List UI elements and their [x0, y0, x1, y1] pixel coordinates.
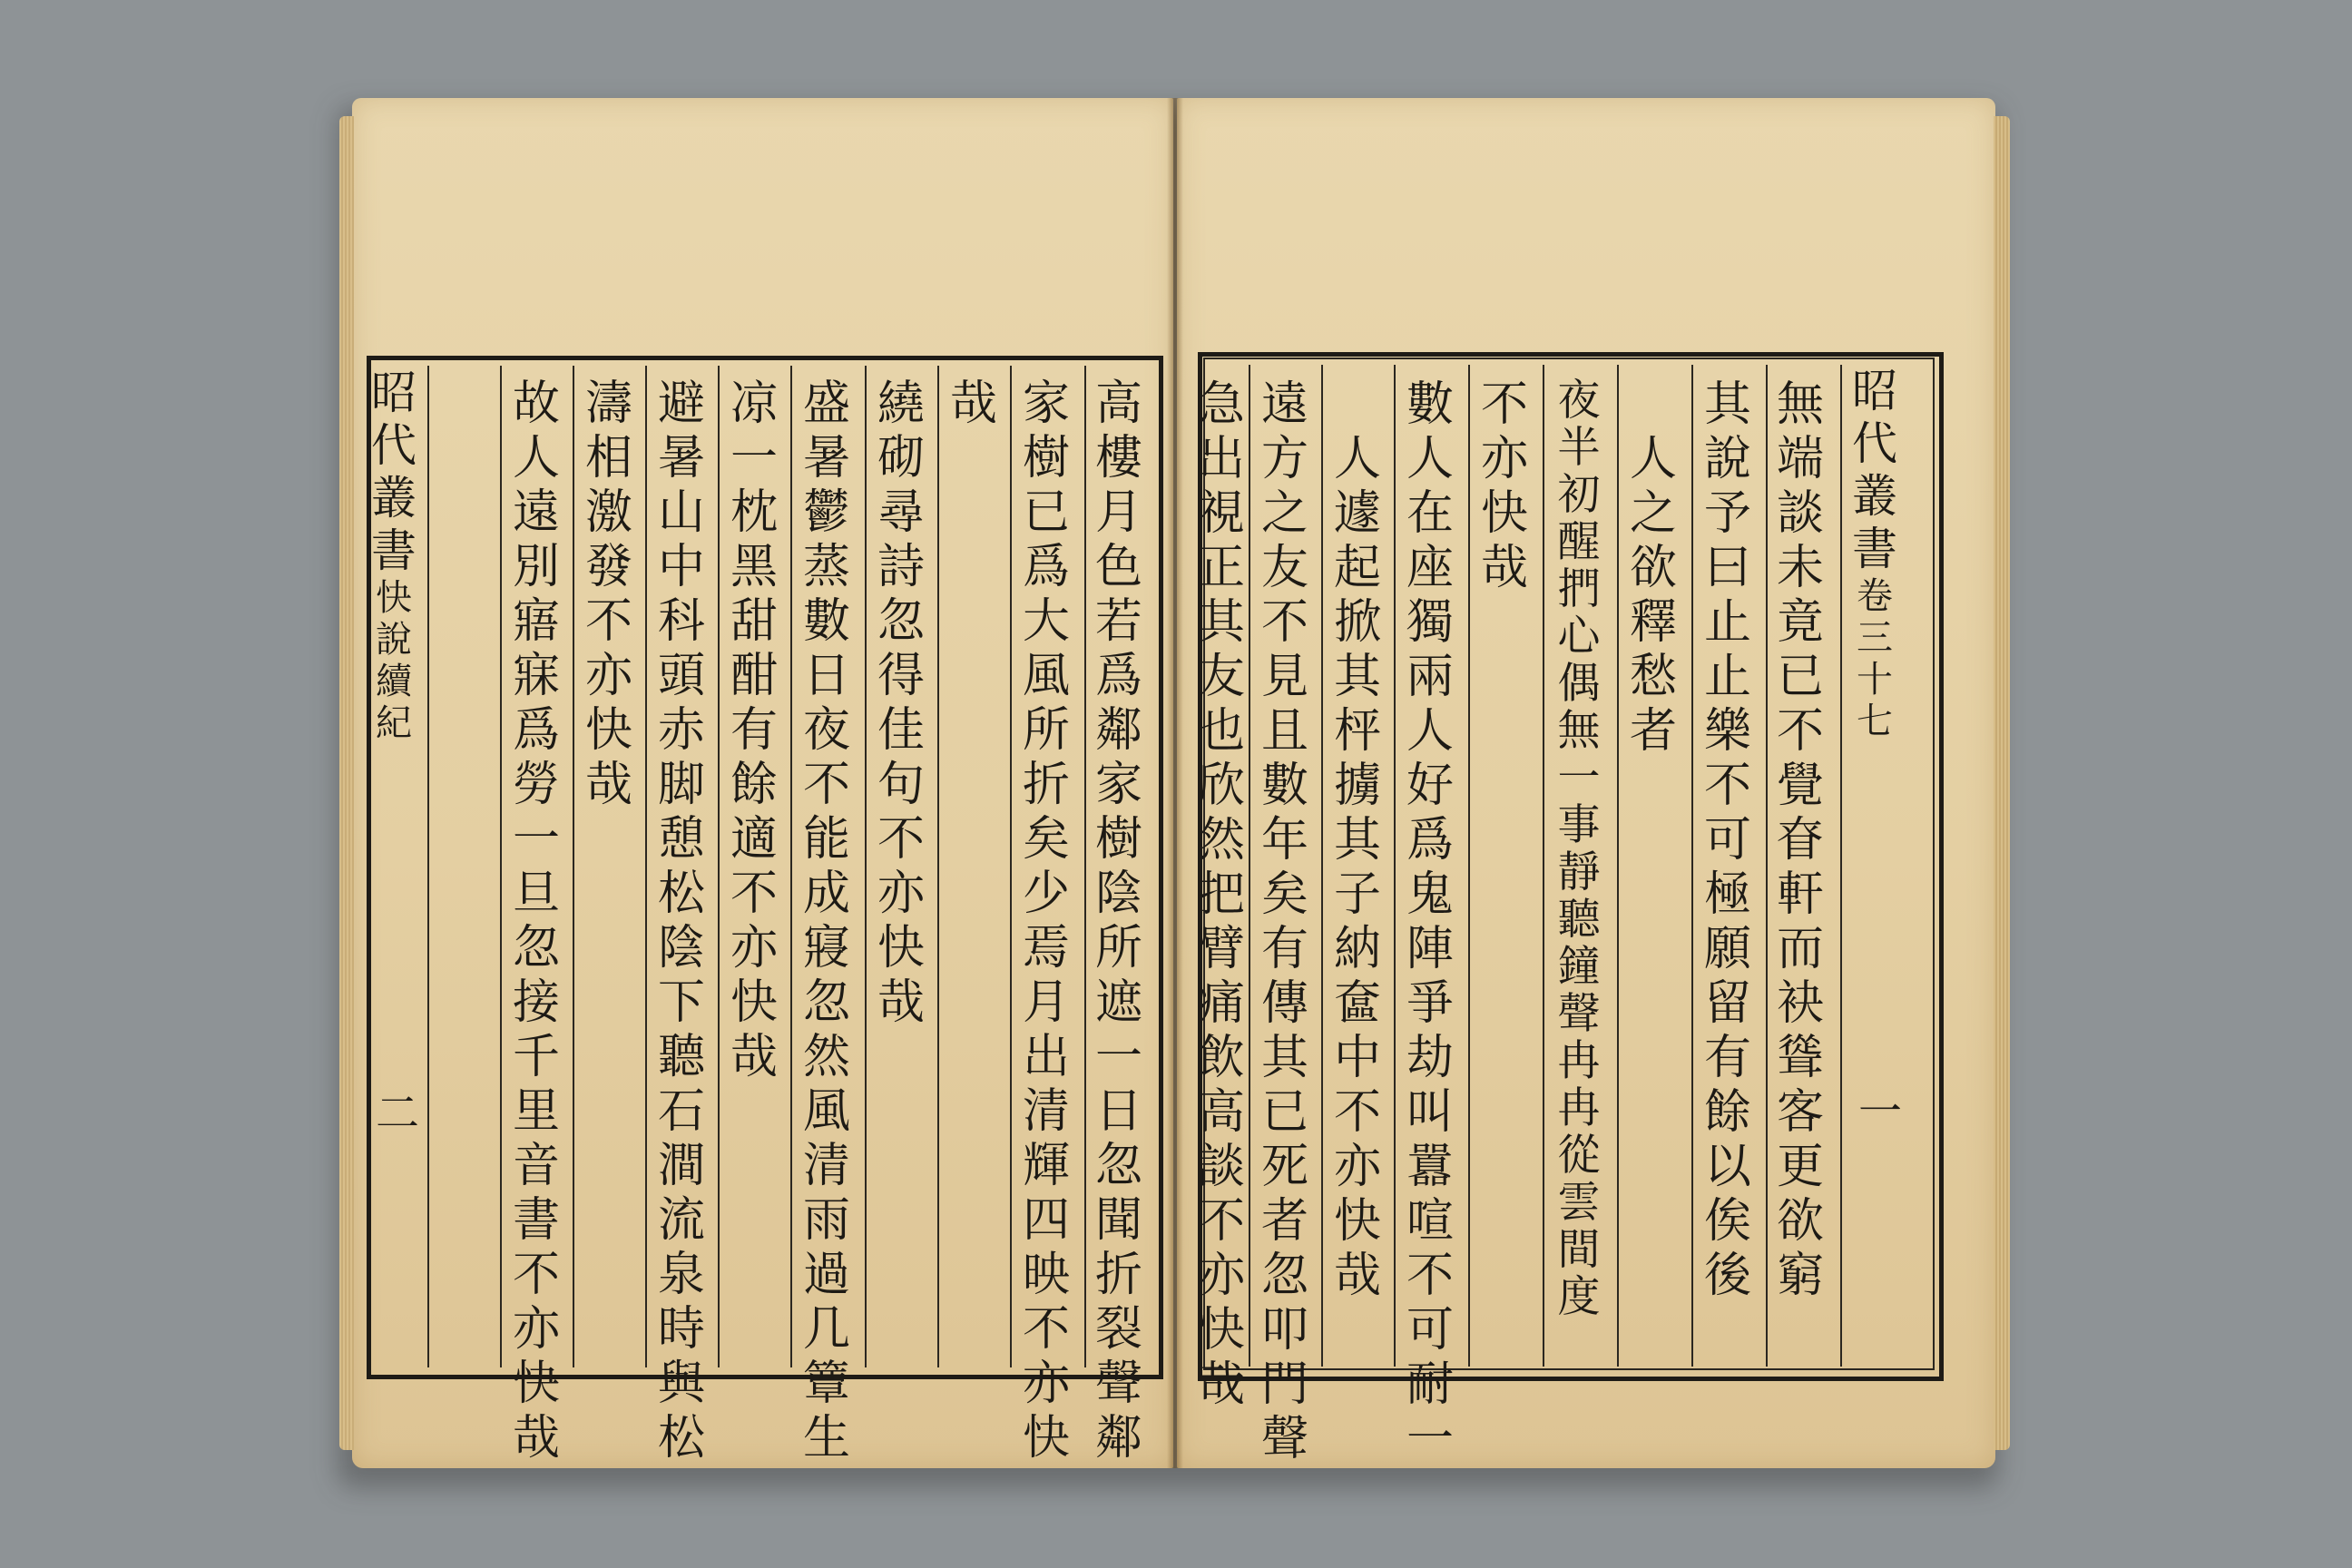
- folio-number: 一: [1858, 1086, 1903, 1137]
- book-title: 昭代叢書: [1852, 365, 1897, 575]
- column-rule: [1321, 365, 1323, 1367]
- text-column: 無端談未竟已不覺眘軒而袂聳客更欲窮: [1776, 377, 1824, 1303]
- left-page-frame: [367, 356, 1163, 1465]
- left-center-column: [367, 361, 421, 1368]
- right-center-column: [1847, 359, 1902, 1368]
- column-rule: [1617, 365, 1619, 1367]
- column-rule: [1084, 366, 1086, 1367]
- column-rule: [500, 366, 502, 1367]
- column-rule: [937, 366, 939, 1367]
- column-rule: [427, 366, 429, 1367]
- column-rule: [645, 366, 647, 1367]
- column-rule: [1766, 365, 1768, 1367]
- text-column: 急出視正其友也欣然把臂痛飲高談不亦快哉: [1197, 377, 1245, 1412]
- text-column: 避暑山中科頭赤脚憩松陰下聽石澗流泉時與松: [657, 377, 705, 1465]
- column-rule: [790, 366, 792, 1367]
- text-column: 哉: [949, 377, 997, 431]
- column-rule: [1010, 366, 1012, 1367]
- column-rule: [718, 366, 720, 1367]
- text-column: 人之欲釋愁者: [1629, 432, 1677, 759]
- column-rule: [1543, 365, 1544, 1367]
- folio-number: 二: [376, 1088, 420, 1139]
- book-gutter: [1167, 98, 1183, 1468]
- book-title: 昭代叢書: [371, 367, 416, 577]
- column-rule: [1840, 365, 1842, 1367]
- text-column: 數人在座獨兩人好爲鬼陣爭劫叫囂喧不可耐一: [1406, 377, 1454, 1466]
- text-column: 遠方之友不見且數年矣有傳其已死者忽叩門聲: [1260, 377, 1308, 1466]
- column-rule: [1394, 365, 1396, 1367]
- text-column: 其說予曰止止樂不可極願留有餘以俟後: [1703, 377, 1751, 1303]
- text-column: 故人遠別寤寐爲勞一旦忽接千里音書不亦快哉: [512, 377, 560, 1465]
- text-column: 濤相激發不亦快哉: [584, 377, 632, 812]
- text-column: 高樓月色若爲鄰家樹陰所遮一日忽聞折裂聲鄰: [1094, 377, 1142, 1465]
- column-rule: [1691, 365, 1693, 1367]
- column-rule: [573, 366, 574, 1367]
- text-column: 凉一枕黑甜酣有餘適不亦快哉: [730, 377, 778, 1084]
- text-column: 盛暑鬱蒸數日夜不能成寢忽然風清雨過几簟生: [802, 377, 850, 1465]
- column-rule: [865, 366, 867, 1367]
- column-rule: [1468, 365, 1470, 1367]
- right-page-inner-frame: [1197, 358, 1935, 1466]
- text-column: 不亦快哉: [1480, 377, 1528, 595]
- text-column: 夜半初醒捫心偶無一事靜聽鐘聲冉冉從雲間度: [1557, 376, 1601, 1322]
- text-column: 人遽起掀其枰擄其子納奩中不亦快哉: [1333, 432, 1381, 1303]
- text-column: 家樹已爲大風所折矣少焉月出清輝四映不亦快: [1022, 377, 1070, 1465]
- volume-label: 卷三十七: [1857, 575, 1893, 742]
- section-label: 快說續紀: [376, 577, 412, 744]
- text-column: 繞砌尋詩忽得佳句不亦快哉: [877, 377, 925, 1030]
